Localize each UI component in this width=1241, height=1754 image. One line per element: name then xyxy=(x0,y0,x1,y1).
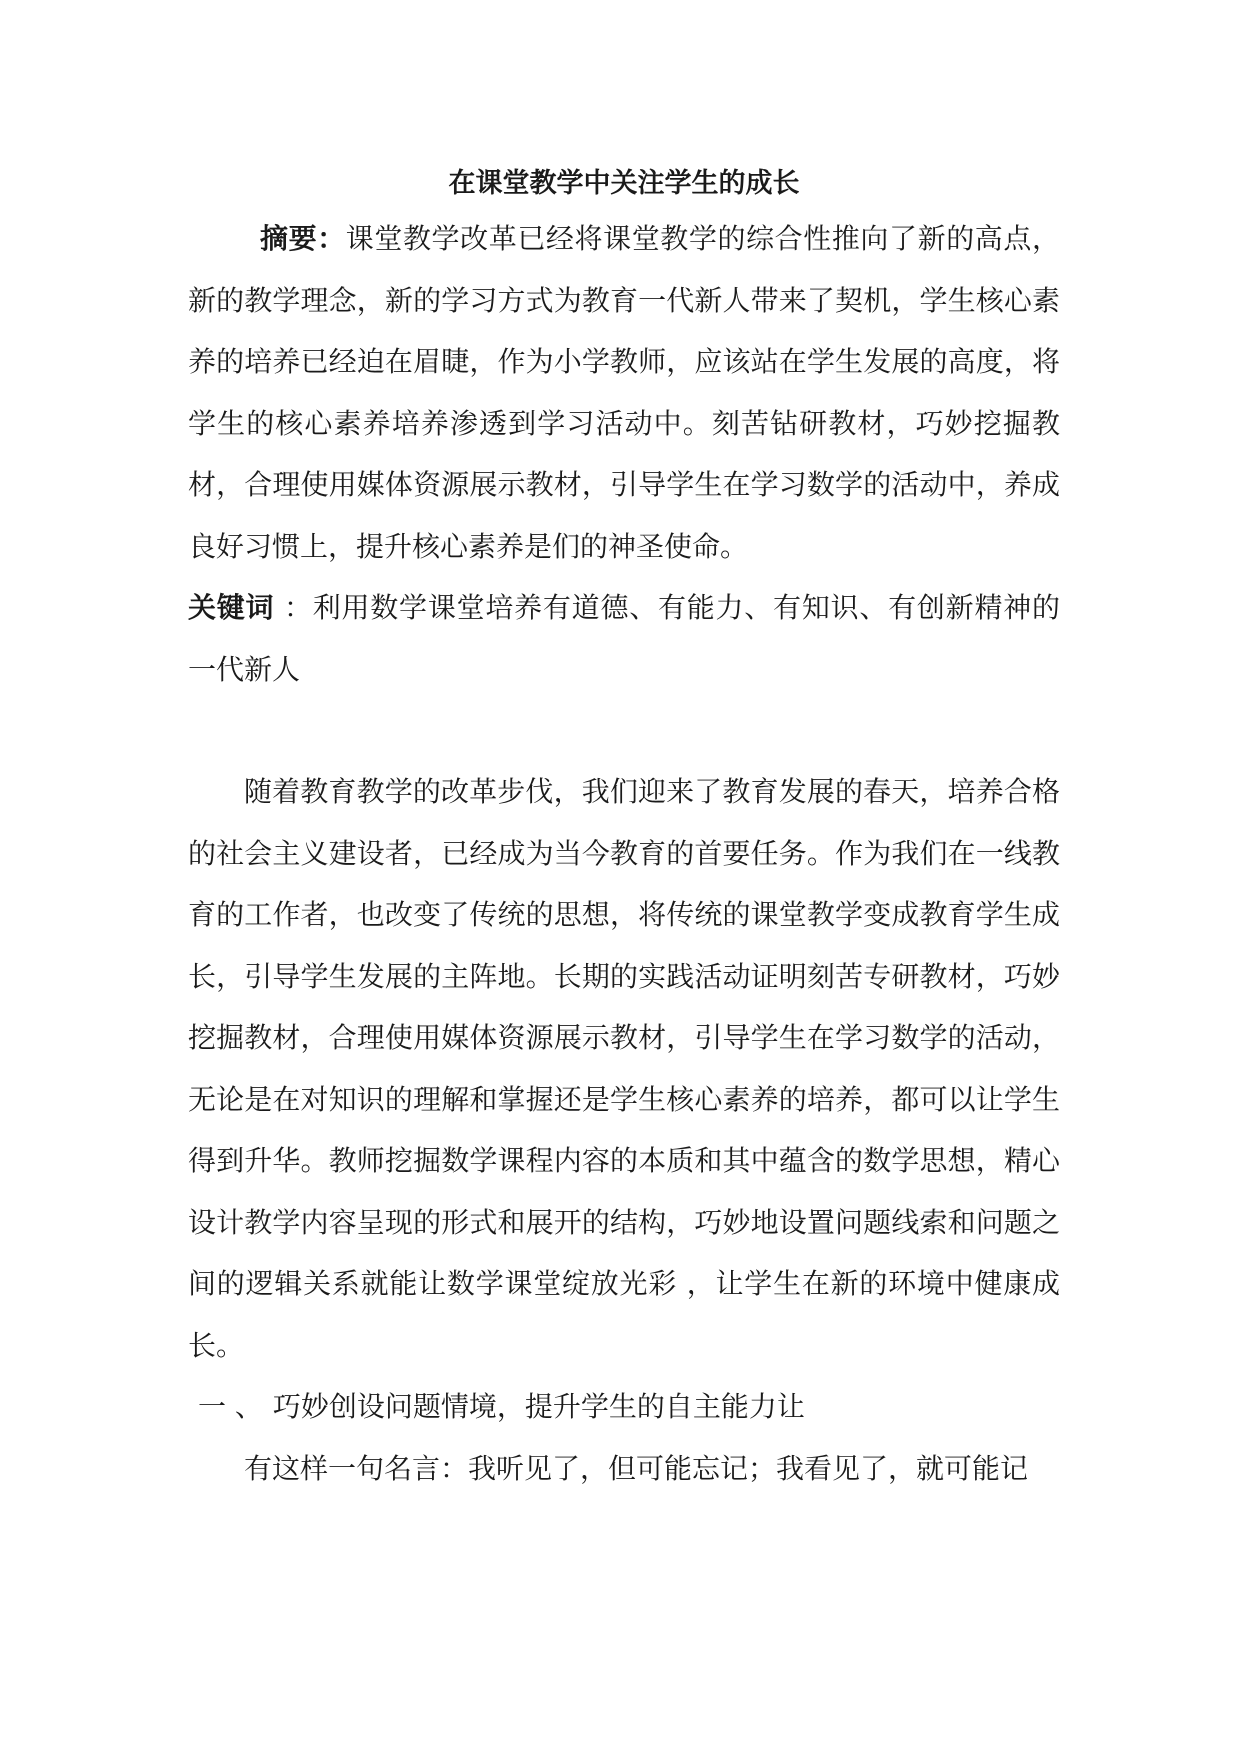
body-paragraph: 随着教育教学的改革步伐，我们迎来了教育发展的春天，培养合格的社会主义建设者，已经成为当今教育的首要任务。作为我们在一线教育的工作者，也改变了传统的思想，将传统的课堂教学变成教育学生成长，引导学生发展的主阵地。长期的实践活动证明刻苦专研教材，巧妙挖掘教材，合理使用媒体资源展示教材，引导学生在学习数学的活动，无论是在对知识的理解和掌握还是学生核心素养的培养，都可以让学生得到升华。教师挖掘数学课程内容的本质和其中蕴含的数学思想，精心设计教学内容呈现的形式和展开的结构，巧妙地设置问题线索和问题之间的逻辑关系就能让数学课堂绽放光彩 ，让学生在新的环境中健康成长。 xyxy=(188,775,1060,1362)
section-spacer xyxy=(188,700,1060,761)
section-heading xyxy=(188,1376,1060,1438)
document-content xyxy=(188,160,1060,1499)
section-paragraph: 有这样一句名言：我听见了，但可能忘记；我看见了，就可能记 xyxy=(244,1451,1029,1485)
keywords-paragraph xyxy=(188,577,1060,700)
abstract-paragraph xyxy=(188,208,1060,577)
document-title: 在课堂教学中关注学生的成长 xyxy=(448,168,800,199)
abstract-text: 课堂教学改革已经将课堂教学的综合性推向了新的高点，新的教学理念，新的学习方式为教育一代新人带来了契机，学生核心素养的培养已经迫在眉睫，作为小学教师，应该站在学生发展的高度，将学生的核心素养培养渗透到学习活动中。刻苦钻研教材，巧妙挖掘教材，合理使用媒体资源展示教材，引导学生在学习数学的活动中，养成良好习惯上，提升核心素养是们的神圣使命。 xyxy=(188,222,1060,563)
abstract-label: 摘要： xyxy=(260,222,346,255)
keywords-label: 关键词 xyxy=(188,591,275,624)
section-title: 巧妙创设问题情境，提升学生的自主能力让 xyxy=(272,1390,805,1423)
section-number: 一 、 xyxy=(198,1390,263,1423)
keywords-text: ：利用数学课堂培养有道德、有能力、有知识、有创新精神的一代新人 xyxy=(188,591,1060,686)
